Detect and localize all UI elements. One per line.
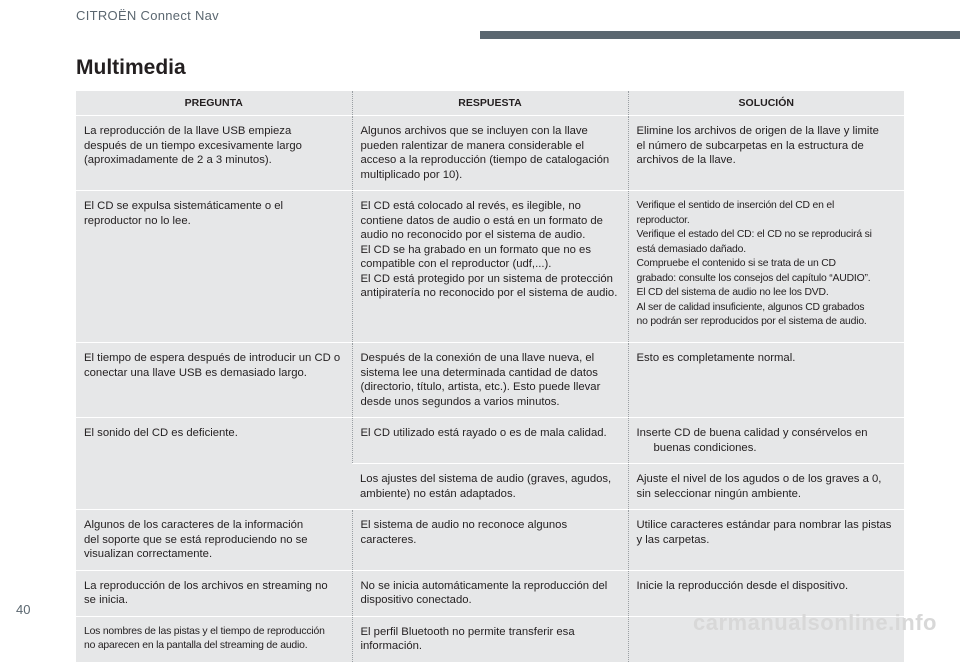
cell-line: Inicie la reproducción desde el dispositivo. <box>636 579 849 592</box>
cell-line: sistema lee una determinada cantidad de datos <box>360 366 598 379</box>
cell-line: El tiempo de espera después de introducir un CD o <box>84 352 341 364</box>
cell-line: Inserte CD de buena calidad y consérvelos en <box>636 427 868 439</box>
cell-line: archivos de la llave. <box>636 154 736 166</box>
answer-cell <box>352 570 628 616</box>
cell-line: El CD utilizado está rayado o es de mala calidad. <box>360 427 607 439</box>
table-header-row <box>76 91 904 116</box>
answer-cell <box>352 510 628 571</box>
cell-line: Los ajustes del sistema de audio (graves, agudos, <box>360 473 612 485</box>
cell-line: acceso a la reproducción (tiempo de catalogación <box>360 154 610 166</box>
column-header-answer: RESPUESTA <box>352 91 628 116</box>
cell-line: el número de subcarpetas en la estructura de <box>636 139 864 152</box>
cell-line: visualizan correctamente. <box>84 548 213 560</box>
cell-line: pueden ralentizar de manera considerable el <box>360 139 585 152</box>
cell-line: compatible con el reproductor (udf,...). <box>360 258 552 270</box>
solution-cell <box>628 510 904 571</box>
cell-line: y las carpetas. <box>636 533 710 546</box>
cell-line: contiene datos de audio o está en un formato de <box>360 214 603 227</box>
question-cell <box>76 616 352 662</box>
solution-cell <box>628 116 904 191</box>
page-number: 40 <box>16 602 31 617</box>
cell-line: no aparecen en la pantalla del streaming de audio. <box>84 640 308 651</box>
cell-line: caracteres. <box>360 533 417 546</box>
table-row <box>76 343 904 418</box>
cell-line: Al ser de calidad insuficiente, algunos CD grabados <box>636 301 865 313</box>
cell-line: antipiratería no reconocido por el sistema de audio. <box>360 287 618 299</box>
cell-line: ambiente) no están adaptados. <box>360 487 516 500</box>
cell-line: Ajuste el nivel de los agudos o de los graves a 0, <box>636 473 882 485</box>
cell-line: El CD está colocado al revés, es ilegible, no <box>360 200 581 212</box>
cell-line: Algunos de los caracteres de la información <box>84 519 304 531</box>
cell-line: El sonido del CD es deficiente. <box>84 427 238 439</box>
cell-line: está demasiado dañado. <box>636 243 746 255</box>
cell-line: información. <box>360 640 423 652</box>
cell-line: Verifique el sentido de inserción del CD en el <box>636 200 835 211</box>
answer-cell <box>352 464 628 510</box>
cell-line: No se inicia automáticamente la reproducción del <box>360 579 608 592</box>
cell-line: Compruebe el contenido si se trata de un CD <box>636 258 836 269</box>
column-header-solution: SOLUCIÓN <box>628 91 904 116</box>
cell-line: El perfil Bluetooth no permite transferir esa <box>360 625 575 638</box>
cell-line: El CD se ha grabado en un formato que no es <box>360 243 591 256</box>
cell-line: audio no reconocido por el sistema de audio. <box>360 229 586 241</box>
answer-cell <box>352 191 628 343</box>
column-header-question: PREGUNTA <box>76 91 352 116</box>
cell-line: La reproducción de los archivos en streaming no <box>84 579 328 592</box>
cell-line: reproductor no lo lee. <box>84 214 191 227</box>
question-cell <box>76 510 352 571</box>
cell-line: no podrán ser reproducidos por el sistema de audio. <box>636 316 867 327</box>
watermark: carmanualsonline.info <box>693 610 937 635</box>
cell-line: desde unos segundos a varios minutos. <box>360 395 560 408</box>
answer-cell <box>352 343 628 418</box>
question-cell <box>76 418 352 510</box>
table-row <box>76 510 904 571</box>
cell-line: Utilice caracteres estándar para nombrar las pistas <box>636 519 892 531</box>
solution-cell <box>628 464 904 510</box>
question-cell <box>76 116 352 191</box>
cell-line: del soporte que se está reproduciendo no se <box>84 533 308 546</box>
cell-line: Verifique el estado del CD: el CD no se reproducirá si <box>636 229 872 240</box>
page-title: Multimedia <box>76 56 186 79</box>
header-brand: CITROËN Connect Nav <box>76 8 219 23</box>
cell-line: El CD del sistema de audio no lee los DVD. <box>636 287 829 298</box>
cell-line: (aproximadamente de 2 a 3 minutos). <box>84 154 272 166</box>
solution-cell <box>628 191 904 343</box>
question-cell <box>76 570 352 616</box>
cell-line: Los nombres de las pistas y el tiempo de reproducción <box>84 625 325 637</box>
cell-line: conectar una llave USB es demasiado largo. <box>84 366 307 379</box>
answer-cell <box>352 418 628 464</box>
cell-line: multiplicado por 10). <box>360 168 463 181</box>
cell-line: El CD está protegido por un sistema de protección <box>360 272 613 285</box>
cell-line: Algunos archivos que se incluyen con la llave <box>360 125 588 137</box>
answer-cell <box>352 116 628 191</box>
cell-line: después de un tiempo excesivamente largo <box>84 139 302 152</box>
cell-line: Después de la conexión de una llave nueva, el <box>360 352 595 364</box>
cell-line: se inicia. <box>84 594 128 606</box>
question-cell <box>76 343 352 418</box>
answer-cell <box>352 616 628 662</box>
table-row <box>76 418 904 464</box>
cell-line: Elimine los archivos de origen de la llave y limite <box>636 125 879 137</box>
question-cell <box>76 191 352 343</box>
cell-line: Esto es completamente normal. <box>636 352 796 364</box>
table-row <box>76 116 904 191</box>
table-row <box>76 191 904 343</box>
cell-line: dispositivo conectado. <box>360 594 472 606</box>
cell-line: grabado: consulte los consejos del capítulo “AUDIO”. <box>636 272 871 284</box>
cell-line: (directorio, título, artista, etc.). Esto puede llevar <box>360 381 601 393</box>
faq-table <box>76 91 904 662</box>
cell-line: sin seleccionar ningún ambiente. <box>636 487 802 500</box>
cell-line: buenas condiciones. <box>653 441 757 454</box>
solution-cell <box>628 418 904 464</box>
cell-line: El sistema de audio no reconoce algunos <box>360 519 568 531</box>
header-bar <box>480 31 960 39</box>
cell-line: La reproducción de la llave USB empieza <box>84 125 292 137</box>
cell-line: reproductor. <box>636 214 690 226</box>
cell-line: El CD se expulsa sistemáticamente o el <box>84 200 284 212</box>
solution-cell <box>628 343 904 418</box>
